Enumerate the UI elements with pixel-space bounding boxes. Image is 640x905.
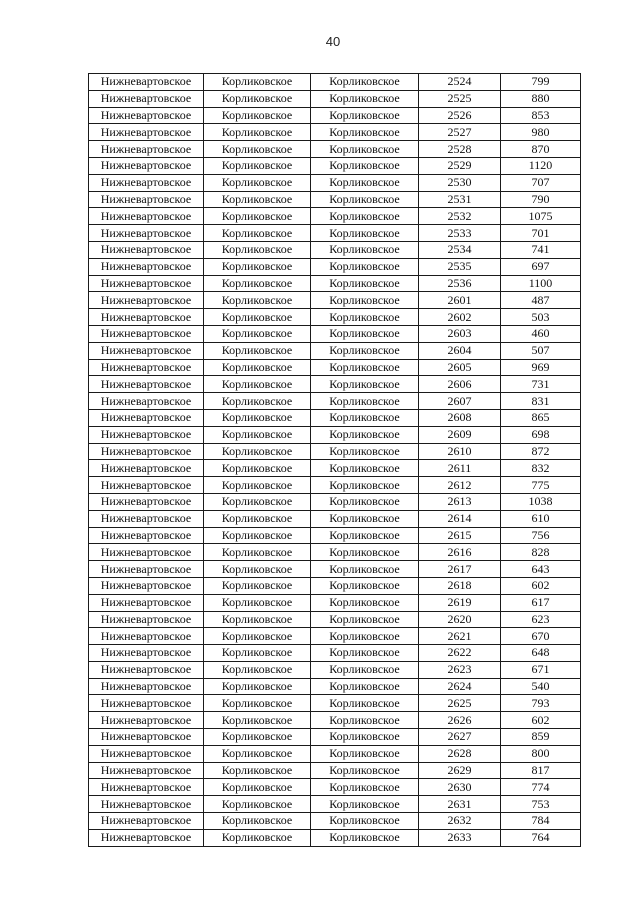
number-cell: 2532 <box>419 208 501 225</box>
field-cell: Корликовское <box>204 796 311 813</box>
table-row <box>89 460 581 477</box>
number-cell: 2622 <box>419 645 501 662</box>
area-cell: Корликовское <box>311 544 419 561</box>
table-row <box>89 292 581 309</box>
table-row <box>89 661 581 678</box>
value-cell: 799 <box>501 74 581 91</box>
table-row <box>89 107 581 124</box>
value-cell: 753 <box>501 796 581 813</box>
value-cell: 828 <box>501 544 581 561</box>
district-cell: Нижневартовское <box>89 745 204 762</box>
field-cell: Корликовское <box>204 325 311 342</box>
number-cell: 2535 <box>419 258 501 275</box>
table-row <box>89 191 581 208</box>
field-cell: Корликовское <box>204 745 311 762</box>
data-table <box>88 73 581 847</box>
number-cell: 2528 <box>419 141 501 158</box>
district-cell: Нижневартовское <box>89 141 204 158</box>
value-cell: 670 <box>501 628 581 645</box>
number-cell: 2626 <box>419 712 501 729</box>
table-row <box>89 376 581 393</box>
value-cell: 617 <box>501 594 581 611</box>
field-cell: Корликовское <box>204 443 311 460</box>
table-row <box>89 409 581 426</box>
field-cell: Корликовское <box>204 762 311 779</box>
area-cell: Корликовское <box>311 258 419 275</box>
table-row <box>89 628 581 645</box>
area-cell: Корликовское <box>311 577 419 594</box>
district-cell: Нижневартовское <box>89 460 204 477</box>
field-cell: Корликовское <box>204 342 311 359</box>
table-row <box>89 477 581 494</box>
table-row <box>89 74 581 91</box>
field-cell: Корликовское <box>204 124 311 141</box>
area-cell: Корликовское <box>311 527 419 544</box>
value-cell: 602 <box>501 577 581 594</box>
number-cell: 2604 <box>419 342 501 359</box>
area-cell: Корликовское <box>311 74 419 91</box>
field-cell: Корликовское <box>204 241 311 258</box>
field-cell: Корликовское <box>204 813 311 830</box>
area-cell: Корликовское <box>311 107 419 124</box>
value-cell: 793 <box>501 695 581 712</box>
area-cell: Корликовское <box>311 611 419 628</box>
district-cell: Нижневартовское <box>89 241 204 258</box>
number-cell: 2524 <box>419 74 501 91</box>
value-cell: 831 <box>501 393 581 410</box>
table-row <box>89 796 581 813</box>
field-cell: Корликовское <box>204 829 311 846</box>
field-cell: Корликовское <box>204 309 311 326</box>
area-cell: Корликовское <box>311 678 419 695</box>
field-cell: Корликовское <box>204 561 311 578</box>
field-cell: Корликовское <box>204 225 311 242</box>
area-cell: Корликовское <box>311 241 419 258</box>
district-cell: Нижневартовское <box>89 712 204 729</box>
number-cell: 2612 <box>419 477 501 494</box>
area-cell: Корликовское <box>311 510 419 527</box>
district-cell: Нижневартовское <box>89 493 204 510</box>
district-cell: Нижневартовское <box>89 359 204 376</box>
table-row <box>89 813 581 830</box>
district-cell: Нижневартовское <box>89 628 204 645</box>
table-row <box>89 745 581 762</box>
district-cell: Нижневартовское <box>89 426 204 443</box>
field-cell: Корликовское <box>204 628 311 645</box>
value-cell: 790 <box>501 191 581 208</box>
district-cell: Нижневартовское <box>89 813 204 830</box>
value-cell: 764 <box>501 829 581 846</box>
value-cell: 870 <box>501 141 581 158</box>
value-cell: 610 <box>501 510 581 527</box>
field-cell: Корликовское <box>204 426 311 443</box>
area-cell: Корликовское <box>311 225 419 242</box>
district-cell: Нижневартовское <box>89 829 204 846</box>
value-cell: 671 <box>501 661 581 678</box>
field-cell: Корликовское <box>204 611 311 628</box>
value-cell: 741 <box>501 241 581 258</box>
area-cell: Корликовское <box>311 275 419 292</box>
area-cell: Корликовское <box>311 661 419 678</box>
field-cell: Корликовское <box>204 208 311 225</box>
area-cell: Корликовское <box>311 594 419 611</box>
field-cell: Корликовское <box>204 544 311 561</box>
table-row <box>89 309 581 326</box>
number-cell: 2530 <box>419 174 501 191</box>
district-cell: Нижневартовское <box>89 645 204 662</box>
value-cell: 1038 <box>501 493 581 510</box>
table-row <box>89 258 581 275</box>
number-cell: 2620 <box>419 611 501 628</box>
number-cell: 2627 <box>419 729 501 746</box>
district-cell: Нижневартовское <box>89 208 204 225</box>
district-cell: Нижневартовское <box>89 611 204 628</box>
number-cell: 2624 <box>419 678 501 695</box>
number-cell: 2609 <box>419 426 501 443</box>
number-cell: 2629 <box>419 762 501 779</box>
table-row <box>89 544 581 561</box>
value-cell: 707 <box>501 174 581 191</box>
field-cell: Корликовское <box>204 779 311 796</box>
area-cell: Корликовское <box>311 141 419 158</box>
number-cell: 2531 <box>419 191 501 208</box>
area-cell: Корликовское <box>311 695 419 712</box>
field-cell: Корликовское <box>204 594 311 611</box>
area-cell: Корликовское <box>311 493 419 510</box>
number-cell: 2527 <box>419 124 501 141</box>
field-cell: Корликовское <box>204 678 311 695</box>
district-cell: Нижневартовское <box>89 477 204 494</box>
number-cell: 2525 <box>419 90 501 107</box>
district-cell: Нижневартовское <box>89 796 204 813</box>
district-cell: Нижневартовское <box>89 275 204 292</box>
district-cell: Нижневартовское <box>89 661 204 678</box>
area-cell: Корликовское <box>311 409 419 426</box>
area-cell: Корликовское <box>311 813 419 830</box>
value-cell: 853 <box>501 107 581 124</box>
district-cell: Нижневартовское <box>89 443 204 460</box>
field-cell: Корликовское <box>204 645 311 662</box>
area-cell: Корликовское <box>311 645 419 662</box>
district-cell: Нижневартовское <box>89 225 204 242</box>
number-cell: 2606 <box>419 376 501 393</box>
value-cell: 460 <box>501 325 581 342</box>
district-cell: Нижневартовское <box>89 157 204 174</box>
area-cell: Корликовское <box>311 157 419 174</box>
value-cell: 1120 <box>501 157 581 174</box>
field-cell: Корликовское <box>204 393 311 410</box>
table-row <box>89 141 581 158</box>
table-row <box>89 594 581 611</box>
field-cell: Корликовское <box>204 460 311 477</box>
field-cell: Корликовское <box>204 174 311 191</box>
table-row <box>89 241 581 258</box>
table-row <box>89 645 581 662</box>
district-cell: Нижневартовское <box>89 577 204 594</box>
district-cell: Нижневартовское <box>89 292 204 309</box>
area-cell: Корликовское <box>311 561 419 578</box>
number-cell: 2602 <box>419 309 501 326</box>
field-cell: Корликовское <box>204 527 311 544</box>
value-cell: 980 <box>501 124 581 141</box>
district-cell: Нижневартовское <box>89 342 204 359</box>
number-cell: 2608 <box>419 409 501 426</box>
district-cell: Нижневартовское <box>89 174 204 191</box>
area-cell: Корликовское <box>311 460 419 477</box>
value-cell: 1100 <box>501 275 581 292</box>
value-cell: 775 <box>501 477 581 494</box>
value-cell: 701 <box>501 225 581 242</box>
area-cell: Корликовское <box>311 325 419 342</box>
value-cell: 698 <box>501 426 581 443</box>
field-cell: Корликовское <box>204 510 311 527</box>
value-cell: 865 <box>501 409 581 426</box>
district-cell: Нижневартовское <box>89 74 204 91</box>
field-cell: Корликовское <box>204 275 311 292</box>
field-cell: Корликовское <box>204 90 311 107</box>
area-cell: Корликовское <box>311 309 419 326</box>
field-cell: Корликовское <box>204 729 311 746</box>
value-cell: 643 <box>501 561 581 578</box>
number-cell: 2534 <box>419 241 501 258</box>
number-cell: 2621 <box>419 628 501 645</box>
area-cell: Корликовское <box>311 779 419 796</box>
district-cell: Нижневартовское <box>89 90 204 107</box>
value-cell: 800 <box>501 745 581 762</box>
number-cell: 2526 <box>419 107 501 124</box>
table-row <box>89 443 581 460</box>
field-cell: Корликовское <box>204 258 311 275</box>
field-cell: Корликовское <box>204 409 311 426</box>
field-cell: Корликовское <box>204 141 311 158</box>
field-cell: Корликовское <box>204 376 311 393</box>
table-row <box>89 527 581 544</box>
district-cell: Нижневартовское <box>89 594 204 611</box>
field-cell: Корликовское <box>204 292 311 309</box>
value-cell: 784 <box>501 813 581 830</box>
area-cell: Корликовское <box>311 174 419 191</box>
number-cell: 2614 <box>419 510 501 527</box>
field-cell: Корликовское <box>204 712 311 729</box>
table-row <box>89 225 581 242</box>
page-number: 40 <box>325 34 341 49</box>
number-cell: 2618 <box>419 577 501 594</box>
district-cell: Нижневартовское <box>89 376 204 393</box>
district-cell: Нижневартовское <box>89 325 204 342</box>
area-cell: Корликовское <box>311 376 419 393</box>
value-cell: 602 <box>501 712 581 729</box>
district-cell: Нижневартовское <box>89 124 204 141</box>
field-cell: Корликовское <box>204 157 311 174</box>
value-cell: 817 <box>501 762 581 779</box>
district-cell: Нижневартовское <box>89 695 204 712</box>
number-cell: 2613 <box>419 493 501 510</box>
value-cell: 756 <box>501 527 581 544</box>
district-cell: Нижневартовское <box>89 107 204 124</box>
number-cell: 2615 <box>419 527 501 544</box>
area-cell: Корликовское <box>311 393 419 410</box>
value-cell: 540 <box>501 678 581 695</box>
value-cell: 697 <box>501 258 581 275</box>
district-cell: Нижневартовское <box>89 191 204 208</box>
field-cell: Корликовское <box>204 191 311 208</box>
district-cell: Нижневартовское <box>89 393 204 410</box>
table-row <box>89 359 581 376</box>
value-cell: 880 <box>501 90 581 107</box>
table-row <box>89 275 581 292</box>
table-row <box>89 157 581 174</box>
number-cell: 2616 <box>419 544 501 561</box>
district-cell: Нижневартовское <box>89 309 204 326</box>
area-cell: Корликовское <box>311 745 419 762</box>
table-row <box>89 90 581 107</box>
number-cell: 2628 <box>419 745 501 762</box>
value-cell: 623 <box>501 611 581 628</box>
table-row <box>89 174 581 191</box>
area-cell: Корликовское <box>311 342 419 359</box>
table-row <box>89 611 581 628</box>
number-cell: 2632 <box>419 813 501 830</box>
table-row <box>89 393 581 410</box>
value-cell: 731 <box>501 376 581 393</box>
table-row <box>89 729 581 746</box>
area-cell: Корликовское <box>311 712 419 729</box>
value-cell: 648 <box>501 645 581 662</box>
table-row <box>89 426 581 443</box>
value-cell: 507 <box>501 342 581 359</box>
number-cell: 2611 <box>419 460 501 477</box>
table-row <box>89 124 581 141</box>
number-cell: 2603 <box>419 325 501 342</box>
area-cell: Корликовское <box>311 426 419 443</box>
area-cell: Корликовское <box>311 124 419 141</box>
district-cell: Нижневартовское <box>89 544 204 561</box>
area-cell: Корликовское <box>311 762 419 779</box>
number-cell: 2617 <box>419 561 501 578</box>
district-cell: Нижневартовское <box>89 678 204 695</box>
area-cell: Корликовское <box>311 191 419 208</box>
number-cell: 2536 <box>419 275 501 292</box>
field-cell: Корликовское <box>204 661 311 678</box>
field-cell: Корликовское <box>204 477 311 494</box>
area-cell: Корликовское <box>311 443 419 460</box>
number-cell: 2529 <box>419 157 501 174</box>
district-cell: Нижневартовское <box>89 762 204 779</box>
field-cell: Корликовское <box>204 577 311 594</box>
table-row <box>89 779 581 796</box>
area-cell: Корликовское <box>311 477 419 494</box>
table-row <box>89 561 581 578</box>
number-cell: 2623 <box>419 661 501 678</box>
table-row <box>89 493 581 510</box>
district-cell: Нижневартовское <box>89 510 204 527</box>
table-body <box>89 74 581 847</box>
table-row <box>89 762 581 779</box>
number-cell: 2625 <box>419 695 501 712</box>
number-cell: 2601 <box>419 292 501 309</box>
area-cell: Корликовское <box>311 359 419 376</box>
table-row <box>89 510 581 527</box>
area-cell: Корликовское <box>311 829 419 846</box>
number-cell: 2631 <box>419 796 501 813</box>
area-cell: Корликовское <box>311 796 419 813</box>
area-cell: Корликовское <box>311 729 419 746</box>
area-cell: Корликовское <box>311 208 419 225</box>
number-cell: 2607 <box>419 393 501 410</box>
district-cell: Нижневартовское <box>89 729 204 746</box>
value-cell: 832 <box>501 460 581 477</box>
value-cell: 859 <box>501 729 581 746</box>
value-cell: 503 <box>501 309 581 326</box>
field-cell: Корликовское <box>204 107 311 124</box>
number-cell: 2610 <box>419 443 501 460</box>
area-cell: Корликовское <box>311 90 419 107</box>
area-cell: Корликовское <box>311 292 419 309</box>
district-cell: Нижневартовское <box>89 409 204 426</box>
district-cell: Нижневартовское <box>89 258 204 275</box>
field-cell: Корликовское <box>204 359 311 376</box>
number-cell: 2533 <box>419 225 501 242</box>
field-cell: Корликовское <box>204 74 311 91</box>
district-cell: Нижневартовское <box>89 561 204 578</box>
table-row <box>89 695 581 712</box>
table-row <box>89 325 581 342</box>
district-cell: Нижневартовское <box>89 527 204 544</box>
table-row <box>89 342 581 359</box>
table-row <box>89 712 581 729</box>
district-cell: Нижневартовское <box>89 779 204 796</box>
table-row <box>89 208 581 225</box>
field-cell: Корликовское <box>204 493 311 510</box>
table-row <box>89 577 581 594</box>
table-row <box>89 678 581 695</box>
number-cell: 2630 <box>419 779 501 796</box>
number-cell: 2605 <box>419 359 501 376</box>
area-cell: Корликовское <box>311 628 419 645</box>
value-cell: 774 <box>501 779 581 796</box>
value-cell: 1075 <box>501 208 581 225</box>
value-cell: 969 <box>501 359 581 376</box>
field-cell: Корликовское <box>204 695 311 712</box>
value-cell: 487 <box>501 292 581 309</box>
number-cell: 2633 <box>419 829 501 846</box>
number-cell: 2619 <box>419 594 501 611</box>
value-cell: 872 <box>501 443 581 460</box>
table-row <box>89 829 581 846</box>
